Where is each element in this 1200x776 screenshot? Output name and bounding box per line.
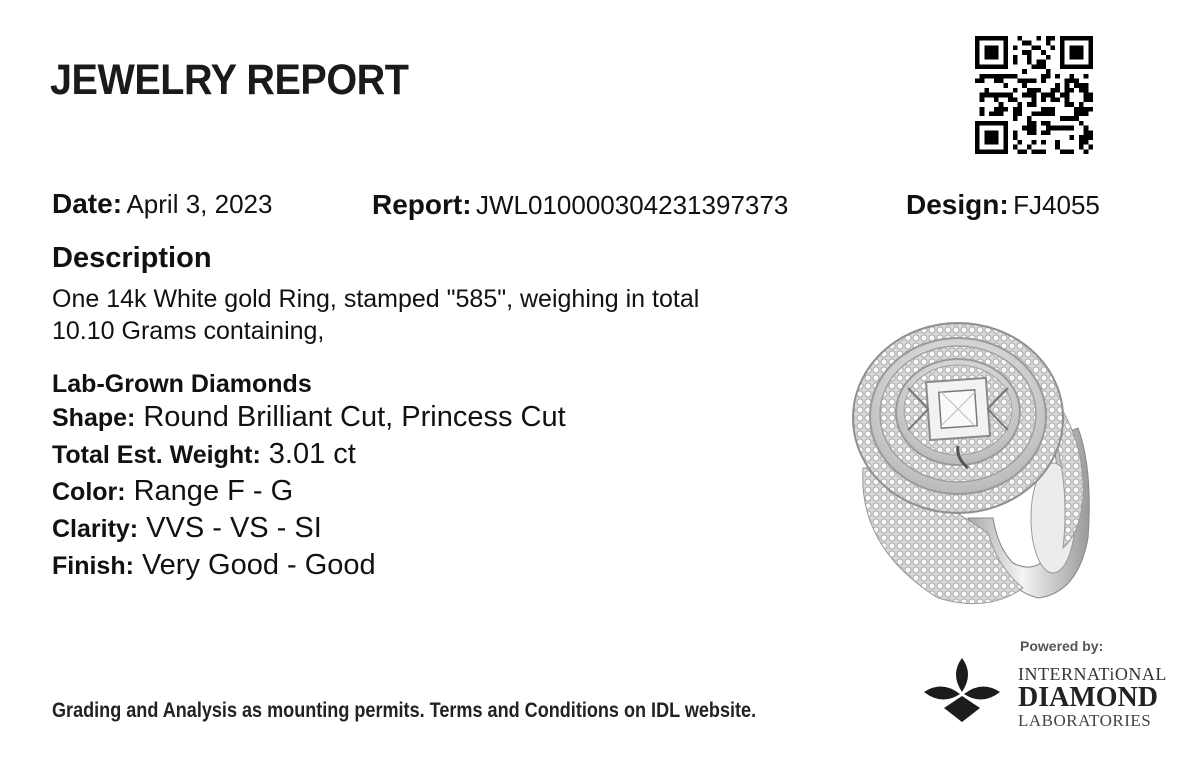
logo-line-diamond: DIAMOND <box>1018 682 1158 713</box>
date-field <box>52 188 272 220</box>
spec-clarity <box>52 512 322 545</box>
report-title: JEWELRY REPORT <box>50 56 409 104</box>
ring-photo <box>848 318 1098 613</box>
spec-finish <box>52 549 376 582</box>
spec-value: VVS - VS - SI <box>146 512 322 544</box>
powered-by-label: Powered by: <box>1020 638 1104 654</box>
spec-label: Shape: <box>52 404 136 432</box>
footer-note: Grading and Analysis as mounting permits. Terms and Conditions on IDL website. <box>52 699 757 722</box>
diamonds-heading: Lab-Grown Diamonds <box>52 370 312 398</box>
spec-color <box>52 475 293 508</box>
report-label: Report: <box>372 189 472 220</box>
design-field <box>906 189 1100 221</box>
description-heading: Description <box>52 242 212 274</box>
description-text <box>52 283 699 347</box>
spec-label: Clarity: <box>52 515 139 543</box>
spec-shape <box>52 401 566 434</box>
spec-label: Color: <box>52 478 126 506</box>
design-label: Design: <box>906 189 1009 220</box>
spec-value: Range F - G <box>133 475 294 507</box>
date-label: Date: <box>52 188 123 219</box>
spec-value: Round Brilliant Cut, Princess Cut <box>143 401 566 433</box>
spec-value: 3.01 ct <box>268 438 356 470</box>
design-code: FJ4055 <box>1013 190 1100 220</box>
spec-label: Total Est. Weight: <box>52 441 261 469</box>
idl-logo-text <box>1018 664 1168 730</box>
report-field <box>372 189 788 221</box>
description-line-1: One 14k White gold Ring, stamped "585", weighing in total <box>52 285 700 313</box>
logo-line-laboratories: LABORATORIES <box>1018 711 1152 730</box>
date-value: April 3, 2023 <box>126 189 273 219</box>
spec-value: Very Good - Good <box>141 549 376 581</box>
report-number: JWL010000304231397373 <box>476 190 789 220</box>
spec-total-weight <box>52 438 356 471</box>
description-line-2: 10.10 Grams containing, <box>52 317 325 345</box>
logo-line-international: INTERNATiONAL <box>1018 664 1167 684</box>
qr-code-icon <box>975 36 1093 154</box>
diamond-leaf-icon <box>922 656 1002 726</box>
spec-label: Finish: <box>52 552 134 580</box>
